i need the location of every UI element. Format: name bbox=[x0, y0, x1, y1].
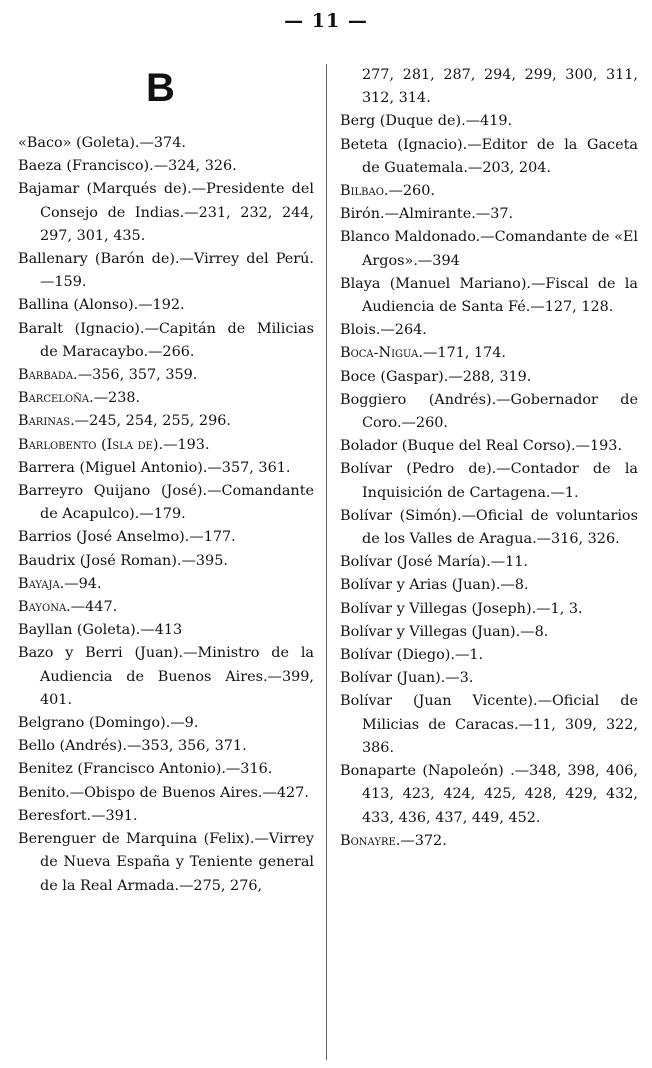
index-entry: Ballina (Alonso).—192. bbox=[18, 297, 185, 314]
index-entry: Bazo y Berri (Juan).—Ministro de la Audiencia de Buenos Aires.—399, 401. bbox=[18, 645, 314, 708]
left-entries bbox=[18, 132, 314, 898]
index-entry: Bolívar (Juan Vicente).—Oficial de Milicias de Caracas.—11, 309, 322, 386. bbox=[340, 693, 638, 756]
section-letter: B bbox=[146, 66, 175, 110]
index-entry: Barrios (José Anselmo).—177. bbox=[18, 529, 236, 546]
index-entry: Bonaparte (Napoleón) .—348, 398, 406, 413, 423, 424, 425, 428, 429, 432, 433, 436, 437, 449, 452. bbox=[340, 763, 638, 826]
index-entry: Berenguer de Marquina (Felix).—Virrey de Nueva España y Teniente general de la Real Armada.—275, 276, bbox=[18, 831, 314, 894]
index-entry: Bolívar y Villegas (Joseph).—1, 3. bbox=[340, 600, 583, 617]
index-entry: Bolívar y Arias (Juan).—8. bbox=[340, 577, 529, 594]
index-entry: Blaya (Manuel Mariano).—Fiscal de la Audiencia de Santa Fé.—127, 128. bbox=[340, 275, 638, 316]
left-column bbox=[18, 66, 314, 898]
index-entry: Belgrano (Domingo).—9. bbox=[18, 715, 199, 732]
index-entry: Barbada.—356, 357, 359. bbox=[18, 367, 198, 384]
index-entry: Bolador (Buque del Real Corso).—193. bbox=[340, 438, 623, 455]
index-entry: Barlobento (Isla de).—193. bbox=[18, 436, 210, 453]
index-entry: Bolívar (José María).—11. bbox=[340, 554, 528, 571]
index-entry: «Baco» (Goleta).—374. bbox=[18, 135, 186, 151]
column-divider bbox=[326, 64, 327, 1060]
index-entry: Bilbao.—260. bbox=[340, 183, 435, 200]
index-entry: Ballenary (Barón de).—Virrey del Perú.—159. bbox=[18, 251, 314, 291]
index-entry: Barreyro Quijano (José).—Comandante de Acapulco).—179. bbox=[18, 483, 314, 523]
index-entry: Benitez (Francisco Antonio).—316. bbox=[18, 761, 273, 778]
index-entry: Birón.—Almirante.—37. bbox=[340, 206, 514, 223]
right-column bbox=[340, 64, 638, 853]
index-entry: Barceloña.—238. bbox=[18, 390, 141, 407]
index-entry: Bonayre.—372. bbox=[340, 832, 447, 849]
index-entry: Bello (Andrés).—353, 356, 371. bbox=[18, 738, 247, 755]
index-entry: Boggiero (Andrés).—Gobernador de Coro.—260. bbox=[340, 391, 638, 432]
right-entries bbox=[340, 64, 638, 853]
index-entry: Beteta (Ignacio).—Editor de la Gaceta de Guatemala.—203, 204. bbox=[340, 136, 638, 176]
index-entry: Blanco Maldonado.—Comandante de «El Argos».—394 bbox=[340, 229, 638, 269]
index-entry: Boca-Nigua.—171, 174. bbox=[340, 345, 507, 362]
index-entry: Baudrix (José Roman).—395. bbox=[18, 552, 228, 569]
index-entry: Bayllan (Goleta).—413 bbox=[18, 622, 183, 639]
index-entry: Bolívar (Pedro de).—Contador de la Inquisición de Cartagena.—1. bbox=[340, 461, 638, 501]
index-entry: 277, 281, 287, 294, 299, 300, 311, 312, 314. bbox=[362, 67, 638, 107]
page-number: — 11 — bbox=[284, 10, 368, 32]
index-entry: Bolívar (Simón).—Oficial de voluntarios de los Valles de Aragua.—316, 326. bbox=[340, 507, 638, 548]
index-entry: Barinas.—245, 254, 255, 296. bbox=[18, 413, 231, 430]
index-entry: Bolívar (Juan).—3. bbox=[340, 670, 474, 687]
index-entry: Baeza (Francisco).—324, 326. bbox=[18, 158, 237, 175]
index-entry: Bayaja.—94. bbox=[18, 575, 102, 592]
index-entry: Bayona.—447. bbox=[18, 599, 118, 616]
index-entry: Baralt (Ignacio).—Capitán de Milicias de Maracaybo.—266. bbox=[18, 320, 314, 360]
index-entry: Berg (Duque de).—419. bbox=[340, 113, 513, 130]
index-entry: Blois.—264. bbox=[340, 322, 427, 339]
index-entry: Bolívar (Diego).—1. bbox=[340, 647, 484, 664]
index-entry: Benito.—Obispo de Buenos Aires.—427. bbox=[18, 784, 309, 801]
index-entry: Beresfort.—391. bbox=[18, 807, 138, 824]
index-entry: Boce (Gaspar).—288, 319. bbox=[340, 368, 532, 385]
index-entry: Bolívar y Villegas (Juan).—8. bbox=[340, 623, 549, 640]
index-entry: Barrera (Miguel Antonio).—357, 361. bbox=[18, 459, 291, 476]
index-entry: Bajamar (Marqués de).—Presidente del Consejo de Indias.—231, 232, 244, 297, 301, 435. bbox=[18, 181, 314, 244]
